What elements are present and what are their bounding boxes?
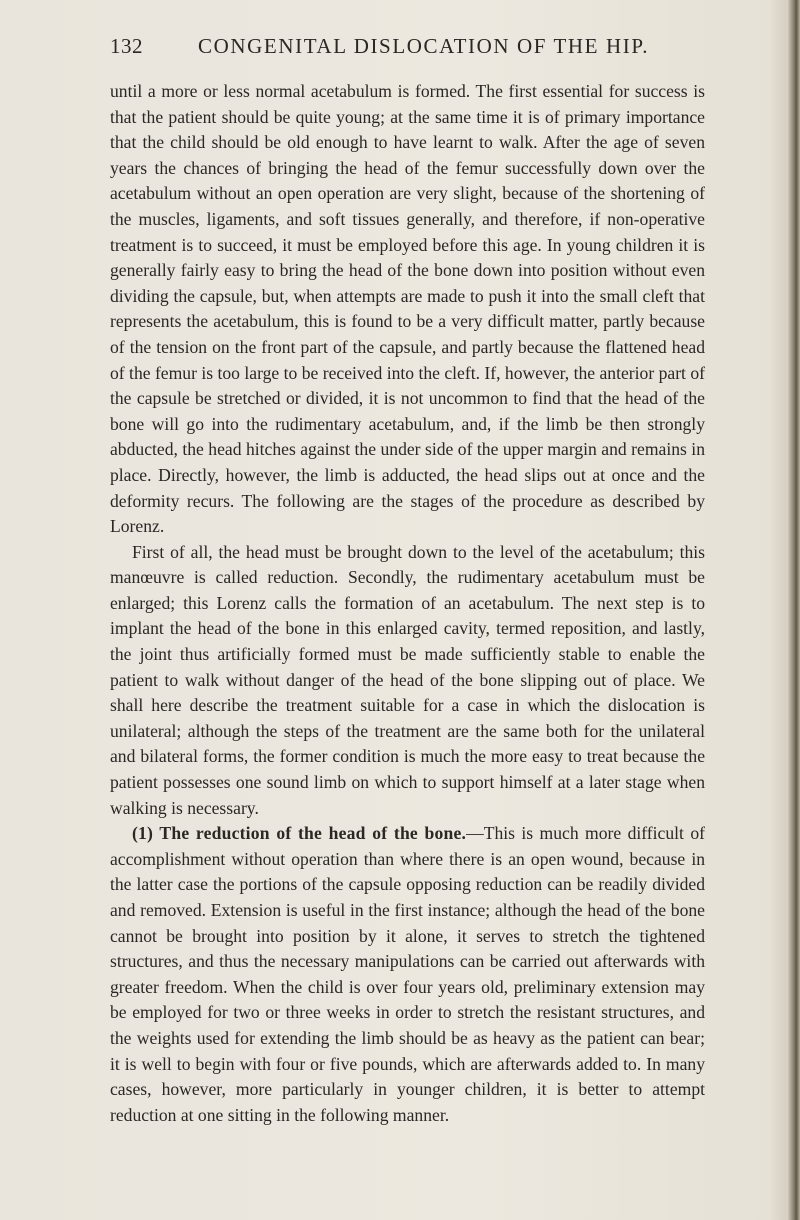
paragraph-3-text: —This is much more difficult of accomplishment without operation than where there is an open wound, because in the latter case the portions of the capsule opposing reduction can be readily divided and removed. Extension is useful in the first instance; although the head of the bone cannot be brought into position by it alone, it serves to stretch the tightened structures, and thus the necessary manipulations can be carried out afterwards with greater freedom. When the child is over four years old, preliminary extension may be employed for two or three weeks in order to stretch the resistant structures, and the weights used for extending the limb should be as heavy as the patient can bear; it is well to begin with four or five pounds, which are afterwards added to. In many cases, however, more particularly in younger children, it is better to attempt reduction at one sitting in the following manner. [110,823,705,1125]
running-head: CONGENITAL DISLOCATION OF THE HIP. [198,34,650,58]
paragraph-2: First of all, the head must be brought down to the level of the acetabulum; this manœuvre is called reduction. Secondly, the rudimentary acetabulum must be enlarged; this Lorenz calls the formation of an acetabulum. The next step is to implant the head of the bone in this enlarged cavity, termed reposition, and lastly, the joint thus artificially formed must be made sufficiently stable to enable the patient to walk without danger of the head of the bone slipping out of place. We shall here describe the treatment suitable for a case in which the dislocation is unilateral; although the steps of the treatment are the same both for the unilateral and bilateral forms, the former condition is much the more easy to treat because the patient possesses one sound limb on which to support himself at a later stage when walking is necessary. [110,541,705,818]
page-edge-shadow [788,0,800,1220]
section-heading: (1) The reduction of the head of the bone. [132,823,467,844]
page-number: 132 [110,34,143,58]
page-header [110,34,710,62]
body-text [110,79,705,1128]
paragraph-1: until a more or less normal acetabulum is formed. The first essential for success is that the patient should be quite young; at the same time it is of primary importance that the child should be old enough to have learnt to walk. After the age of seven years the chances of bringing the head of the femur successfully down over the acetabulum without an open operation are very slight, because of the shortening of the muscles, ligaments, and soft tissues generally, and therefore, if non-operative treatment is to succeed, it must be employed before this age. In young children it is generally fairly easy to bring the head of the bone down into position without even dividing the capsule, but, when attempts are made to push it into the small cleft that represents the acetabulum, this is found to be a very difficult matter, partly because of the tension on the front part of the capsule, and partly because the flattened head of the femur is too large to be received into the cleft. If, however, the anterior part of the capsule be stretched or divided, it is not uncommon to find that the head of the bone will go into the rudimentary acetabulum, and, if the limb be then strongly abducted, the head hitches against the under side of the upper margin and remains in place. Directly, however, the limb is adducted, the head slips out at once and the deformity recurs. The following are the stages of the procedure as described by Lorenz. [110,81,705,537]
paragraph-3 [110,821,705,1128]
